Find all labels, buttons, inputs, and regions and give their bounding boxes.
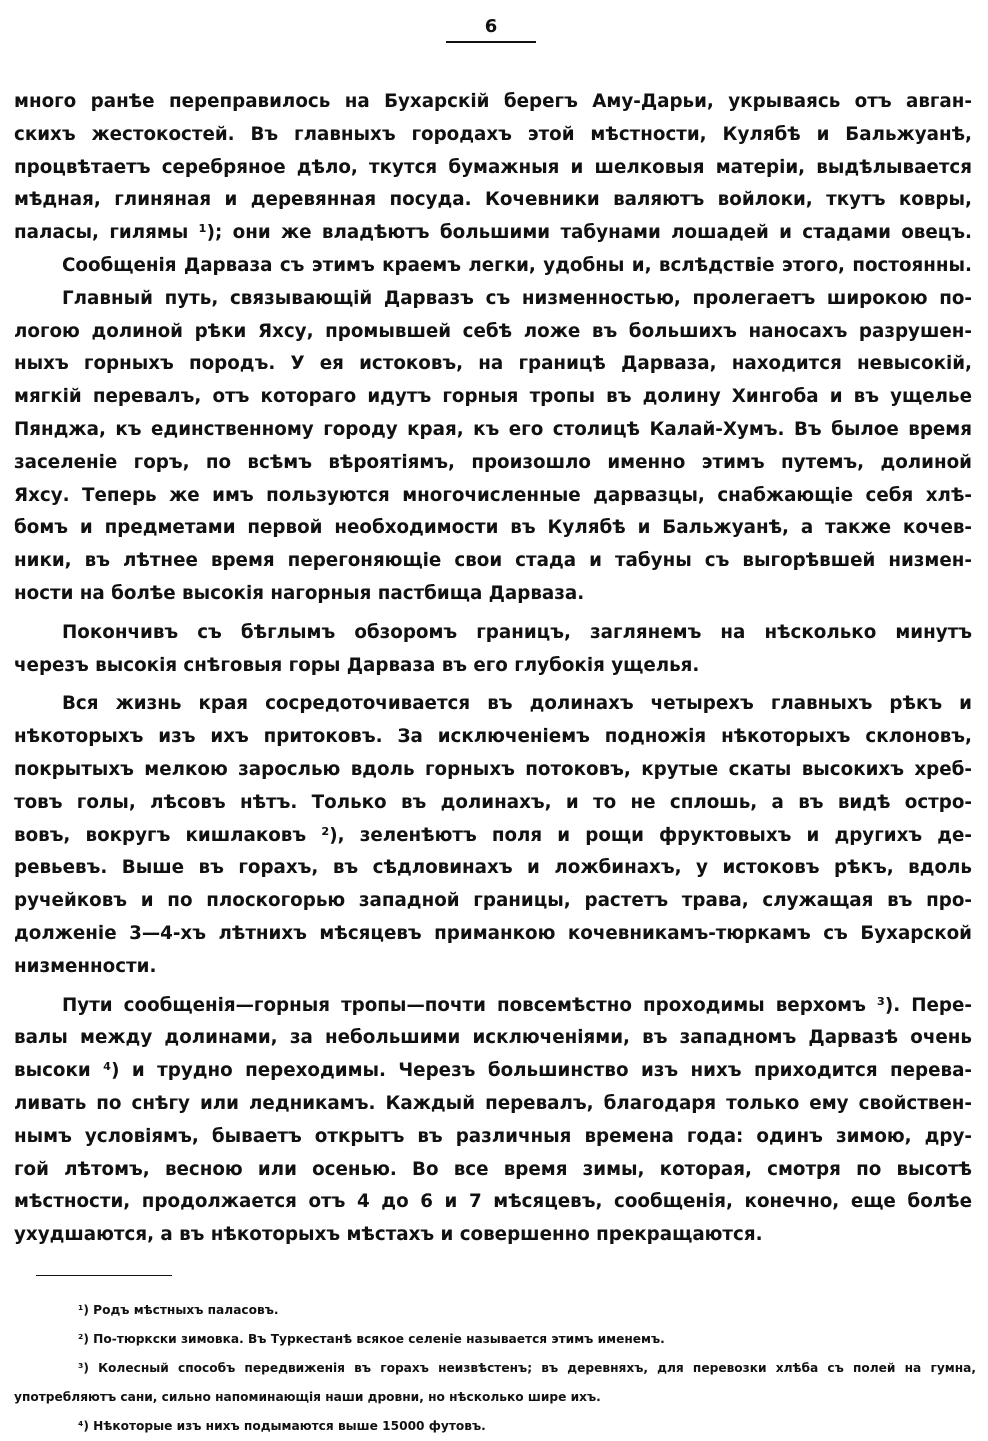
- text-line: мягкій перевалъ, отъ котораго идутъ горныя тропы въ долину Хингоба и въ ущелье: [14, 386, 972, 408]
- paragraph-4: [14, 617, 972, 683]
- footnote-3: ³) Колесный способъ передвиженія въ горахъ неизвѣстенъ; въ деревняхъ, для перевозки хлѣба съ полей на гумна,: [78, 1361, 976, 1375]
- text-line: черезъ высокія снѣговыя горы Дарваза въ его глубокія ущелья.: [14, 654, 700, 676]
- text-line: заселеніе горъ, по всѣмъ вѣроятіямъ, произошло именно этимъ путемъ, долиной: [14, 451, 972, 473]
- paragraph-5: [14, 688, 972, 983]
- page-number: 6: [484, 16, 498, 37]
- paragraph-6: [14, 990, 972, 1252]
- text-line: долженіе 3—4-хъ лѣтнихъ мѣсяцевъ приманкою кочевникамъ-тюркамъ съ Бухарской: [14, 922, 972, 944]
- text-line: ливать по снѣгу или ледникамъ. Каждый перевалъ, благодаря только ему свойствен-: [14, 1092, 972, 1114]
- text-line: Покончивъ съ бѣглымъ обзоромъ границъ, заглянемъ на нѣсколько минутъ: [62, 621, 972, 643]
- text-line: Пянджа, къ единственному городу края, къ его столицѣ Калай-Хумъ. Въ былое время: [14, 418, 972, 440]
- text-line: нымъ условіямъ, бываетъ открытъ въ различныя времена года: одинъ зимою, дру-: [14, 1125, 972, 1147]
- text-line: мѣдная, глиняная и деревянная посуда. Кочевники валяютъ войлоки, ткутъ ковры,: [14, 189, 972, 211]
- text-line: ныхъ горныхъ породъ. У ея истоковъ, на границѣ Дарваза, находится невысокій,: [14, 353, 972, 375]
- footnotes: [14, 1296, 976, 1441]
- text-line: ручейковъ и по плоскогорью западной границы, растетъ трава, служащая въ про-: [14, 890, 972, 912]
- text-line: низменности.: [14, 955, 157, 977]
- text-line: ники, въ лѣтнее время перегоняющіе свои стада и табуны съ выгорѣвшей низмен-: [14, 550, 972, 572]
- text-line: много ранѣе переправилось на Бухарскій берегъ Аму-Дарьи, укрываясь отъ авган-: [14, 91, 972, 112]
- text-line: Вся жизнь края сосредоточивается въ долинахъ четырехъ главныхъ рѣкъ и: [62, 693, 972, 715]
- footnote-2: ²) По-тюркски зимовка. Въ Туркестанѣ всякое селеніе называется этимъ именемъ.: [78, 1332, 665, 1346]
- text-line: ухудшаются, а въ нѣкоторыхъ мѣстахъ и совершенно прекращаются.: [14, 1224, 763, 1246]
- text-line: высоки ⁴) и трудно переходимы. Черезъ большинство изъ нихъ приходится перева-: [14, 1060, 972, 1082]
- paragraph-3: [14, 283, 972, 611]
- text-line: вовъ, вокругъ кишлаковъ ²), зеленѣютъ поля и рощи фруктовыхъ и другихъ де-: [14, 824, 972, 846]
- footnote-1: ¹) Родъ мѣстныхъ паласовъ.: [78, 1303, 279, 1317]
- text-line: Сообщенія Дарваза съ этимъ краемъ легки, удобны и, вслѣдствіе этого, постоянны.: [62, 254, 972, 276]
- text-line: процвѣтаетъ серебряное дѣло, ткутся бумажныя и шелковыя матеріи, выдѣлывается: [14, 156, 972, 178]
- text-line: ревьевъ. Выше въ горахъ, въ сѣдловинахъ и ложбинахъ, у истоковъ рѣкъ, вдоль: [14, 857, 972, 879]
- page-number-rule: [446, 41, 536, 43]
- text-line: мѣстности, продолжается отъ 4 до 6 и 7 мѣсяцевъ, сообщенія, конечно, еще болѣе: [14, 1191, 972, 1213]
- footnote-3-continued: употребляютъ сани, сильно напоминающія наши дровни, но нѣсколько шире ихъ.: [14, 1390, 601, 1404]
- text-line: скихъ жестокостей. Въ главныхъ городахъ этой мѣстности, Кулябѣ и Бальжуанѣ,: [14, 123, 972, 145]
- paragraph-2: [14, 250, 972, 283]
- text-line: покрытыхъ мелкою зарослью вдоль горныхъ потоковъ, крутые скаты высокихъ хреб-: [14, 758, 972, 780]
- text-line: Яхсу. Теперь же имъ пользуются многочисленные дарвазцы, снабжающіе себя хлѣ-: [14, 484, 972, 506]
- text-line: Пути сообщенія—горныя тропы—почти повсемѣстно проходимы верхомъ ³). Пере-: [62, 994, 972, 1016]
- footnote-rule: [36, 1275, 172, 1276]
- paragraph-1: [14, 86, 972, 250]
- text-line: валы между долинами, за небольшими исключеніями, въ западномъ Дарвазѣ очень: [14, 1027, 972, 1049]
- footnote-4: ⁴) Нѣкоторые изъ нихъ подымаются выше 15000 футовъ.: [78, 1419, 486, 1433]
- body-text: [14, 86, 972, 1252]
- text-line: бомъ и предметами первой необходимости въ Кулябѣ и Бальжуанѣ, а также кочев-: [14, 517, 972, 539]
- text-line: гой лѣтомъ, весною или осенью. Во все время зимы, которая, смотря по высотѣ: [14, 1158, 972, 1180]
- text-line: товъ голы, лѣсовъ нѣтъ. Только въ долинахъ, и то не сплошь, а въ видѣ остро-: [14, 791, 972, 813]
- text-line: логою долиной рѣки Яхсу, промывшей себѣ ложе въ большихъ наносахъ разрушен-: [14, 320, 972, 342]
- text-line: нѣкоторыхъ изъ ихъ притоковъ. За исключеніемъ подножія нѣкоторыхъ склоновъ,: [14, 726, 972, 748]
- text-line: ности на болѣе высокія нагорныя пастбища Дарваза.: [14, 582, 585, 604]
- text-line: паласы, гилямы ¹); они же владѣютъ большими табунами лошадей и стадами овецъ.: [14, 222, 972, 244]
- text-line: Главный путь, связывающій Дарвазъ съ низменностью, пролегаетъ широкою по-: [62, 287, 972, 309]
